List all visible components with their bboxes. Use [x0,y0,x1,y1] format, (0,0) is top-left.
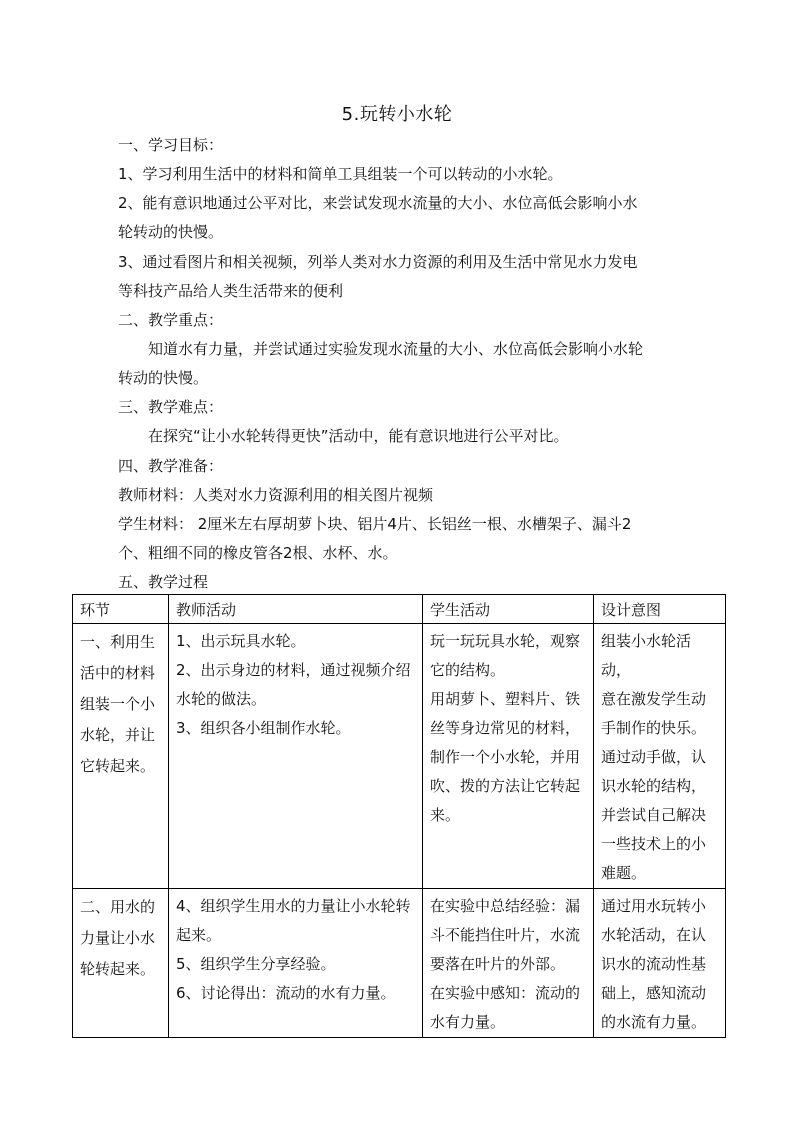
table-header-row [73,595,726,624]
stage-cell [73,889,169,1038]
cell-line: 1、出示玩具水轮。 [176,632,306,650]
cell-line: 组装小水轮活动， [601,632,692,679]
stage-cell [73,624,169,889]
cell-line: 意在激发学生动 [601,690,707,708]
teacher-activity-cell [169,624,423,889]
cell-line: 吹、拨的方法让它转起 [430,777,581,795]
key-points-line: 知道水有力量，并尝试通过实验发现水流量的大小、水位高低会影响小水轮 [148,340,644,358]
column-header-student: 学生活动 [423,595,594,624]
cell-line: 并尝试自己解决 [601,806,707,824]
difficulties-line: 在探究“让小水轮转得更快”活动中，能有意识地进行公平对比。 [148,427,569,445]
objective-line: 1、学习利用生活中的材料和简单工具组装一个可以转动的小水轮。 [118,165,563,183]
cell-line: 来。 [430,806,461,824]
difficulties-heading: 三、教学难点： [118,398,224,416]
column-header-stage: 环节 [73,595,169,624]
cell-line: 3、组织各小组制作水轮。 [176,719,351,737]
cell-line: 础上，感知流动 [601,984,707,1002]
design-intent-cell [594,889,726,1038]
cell-line: 4、组织学生用水的力量让小水轮转 [176,897,411,915]
column-header-intent: 设计意图 [594,595,726,624]
process-heading: 五、教学过程 [118,573,209,591]
cell-line: 二、用水的 [80,898,156,916]
cell-line: 手制作的快乐。 [601,719,707,737]
cell-line: 水轮的做法。 [176,690,267,708]
cell-line: 用胡萝卜、塑料片、铁 [430,690,581,708]
cell-line: 它转起来。 [80,757,156,775]
objective-line: 轮转动的快慢。 [118,223,224,241]
cell-line: 斗不能挡住叶片，水流 [430,926,581,944]
cell-line: 活中的材料 [80,664,156,682]
cell-line: 在实验中总结经验：漏 [430,897,581,915]
objective-line: 2、能有意识地通过公平对比，来尝试发现水流量的大小、水位高低会影响小水 [118,194,638,212]
cell-line: 难题。 [601,864,647,882]
cell-line: 一些技术上的小 [601,835,707,853]
design-intent-cell [594,624,726,889]
cell-line: 的水流有力量。 [601,1013,707,1031]
column-header-teacher: 教师活动 [169,595,423,624]
cell-line: 制作一个小水轮，并用 [430,748,581,766]
cell-line: 力量让小水 [80,929,156,947]
cell-line: 组装一个小 [80,695,156,713]
preparation-line: 个、粗细不同的橡皮管各2根、水杯、水。 [118,544,398,562]
teacher-activity-cell [169,889,423,1038]
preparation-line: 教师材料：人类对水力资源利用的相关图片视频 [118,486,434,504]
key-points-line: 转动的快慢。 [118,369,209,387]
cell-line: 在实验中感知：流动的 [430,984,581,1002]
table-row [73,624,726,889]
cell-line: 它的结构。 [430,661,506,679]
cell-line: 水轮活动，在认 [601,926,707,944]
cell-line: 玩一玩玩具水轮，观察 [430,632,581,650]
cell-line: 2、出示身边的材料，通过视频介绍 [176,661,411,679]
cell-line: 识水轮的结构， [601,777,707,795]
cell-line: 一、利用生 [80,633,156,651]
student-activity-cell [423,624,594,889]
cell-line: 要落在叶片的外部。 [430,955,566,973]
cell-line: 识水的流动性基 [601,955,707,973]
cell-line: 5、组织学生分享经验。 [176,955,336,973]
cell-line: 通过用水玩转小 [601,897,707,915]
table-row [73,889,726,1038]
cell-line: 起来。 [176,926,222,944]
cell-line: 6、讨论得出：流动的水有力量。 [176,984,396,1002]
student-activity-cell [423,889,594,1038]
objective-line: 等科技产品给人类生活带来的便利 [118,282,344,300]
key-points-heading: 二、教学重点： [118,311,224,329]
document-title: 5.玩转小水轮 [341,104,453,125]
preparation-line: 学生材料： 2厘米左右厚胡萝卜块、铝片4片、长铝丝一根、水槽架子、漏斗2 [118,515,632,533]
objectives-heading: 一、学习目标： [118,136,224,154]
cell-line: 丝等身边常见的材料， [430,719,581,737]
cell-line: 水轮，并让 [80,726,156,744]
lesson-process-table [72,594,726,1038]
cell-line: 轮转起来。 [80,960,156,978]
objective-line: 3、通过看图片和相关视频，列举人类对水力资源的利用及生活中常见水力发电 [118,253,638,271]
cell-line: 水有力量。 [430,1013,506,1031]
cell-line: 通过动手做，认 [601,748,707,766]
preparation-heading: 四、教学准备： [118,457,224,475]
